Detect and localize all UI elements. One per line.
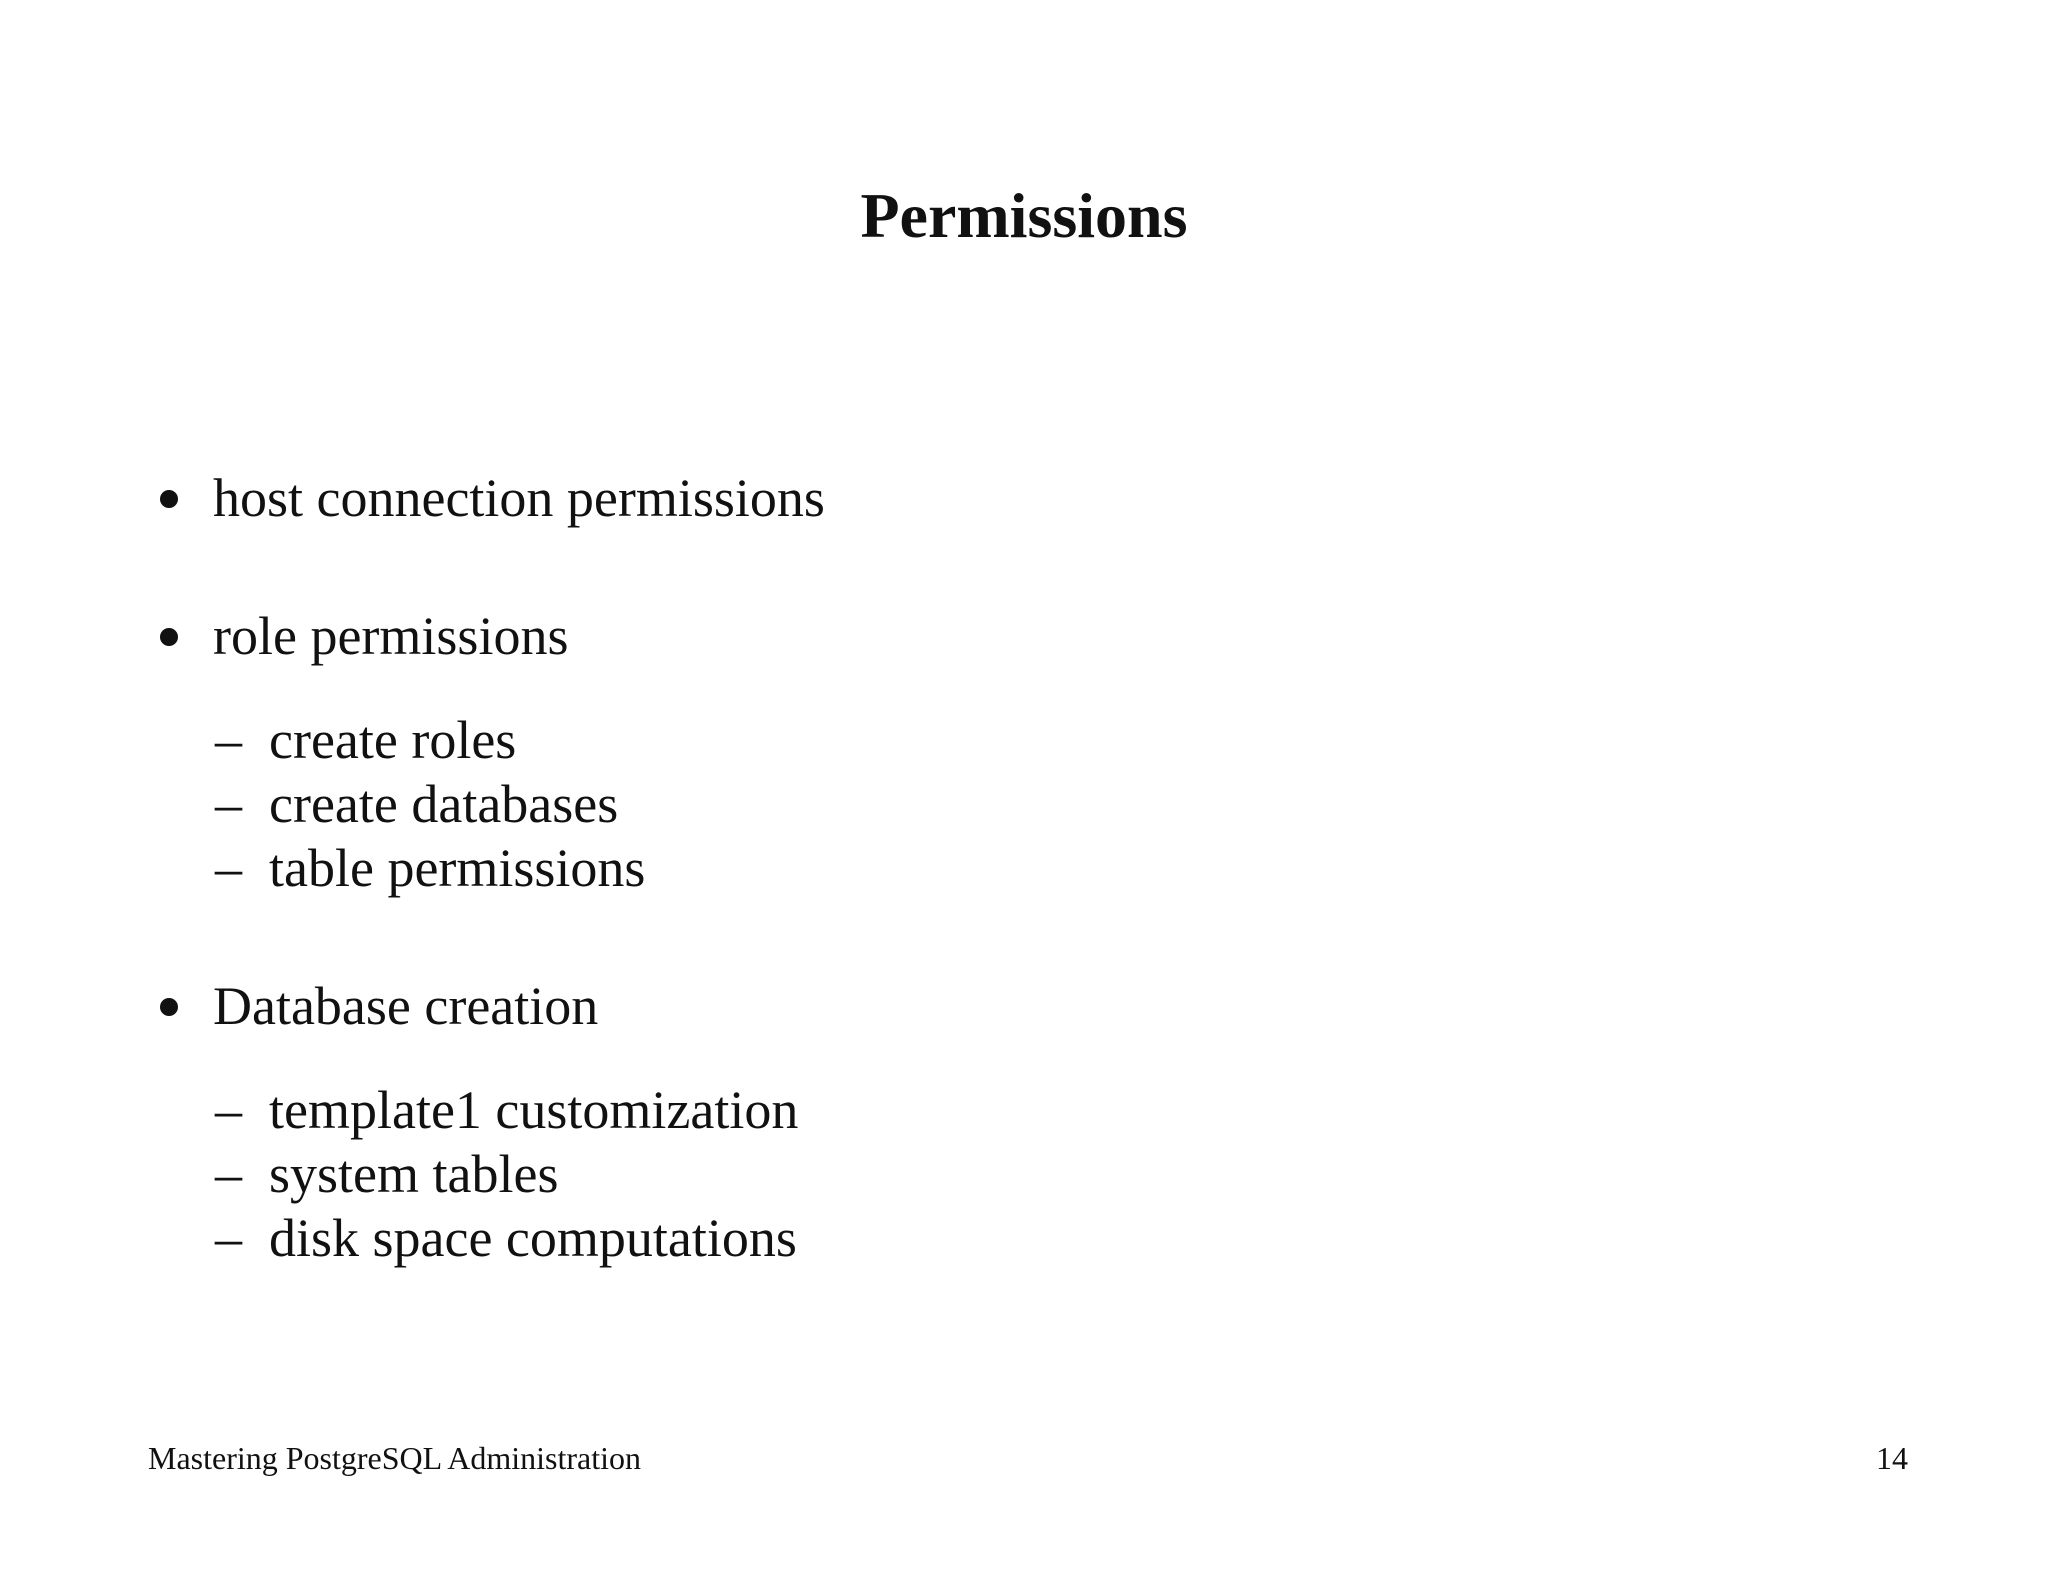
sub-item	[160, 772, 1860, 836]
sub-item-text: system tables	[269, 1144, 559, 1204]
sub-item-text: table permissions	[269, 838, 646, 898]
bullet-item	[160, 604, 1860, 900]
bullet-text: host connection permissions	[213, 468, 825, 528]
page-number: 14	[1876, 1440, 1908, 1476]
sub-item	[160, 708, 1860, 772]
dash-icon: –	[215, 1208, 242, 1268]
sub-item-text: template1 customization	[269, 1080, 799, 1140]
sub-list	[160, 708, 1860, 900]
bullet-dot-icon	[160, 998, 178, 1016]
footer-title: Mastering PostgreSQL Administration	[148, 1440, 642, 1476]
slide-title: Permissions	[860, 180, 1188, 251]
sub-item	[160, 1078, 1860, 1142]
sub-item-text: disk space computations	[269, 1208, 797, 1268]
bullet-text: role permissions	[213, 606, 569, 666]
bullet-dot-icon	[160, 628, 178, 646]
dash-icon: –	[215, 1144, 242, 1204]
dash-icon: –	[215, 838, 242, 898]
bullet-list	[160, 466, 1860, 1270]
bullet-text: Database creation	[213, 976, 599, 1036]
bullet-item	[160, 466, 1860, 530]
sub-item-text: create databases	[269, 774, 619, 834]
sub-item	[160, 836, 1860, 900]
sub-item	[160, 1142, 1860, 1206]
sub-list	[160, 1078, 1860, 1270]
bullet-dot-icon	[160, 490, 178, 508]
bullet-item	[160, 974, 1860, 1270]
sub-item-text: create roles	[269, 710, 517, 770]
dash-icon: –	[215, 1080, 242, 1140]
dash-icon: –	[215, 710, 242, 770]
sub-item	[160, 1206, 1860, 1270]
dash-icon: –	[215, 774, 242, 834]
